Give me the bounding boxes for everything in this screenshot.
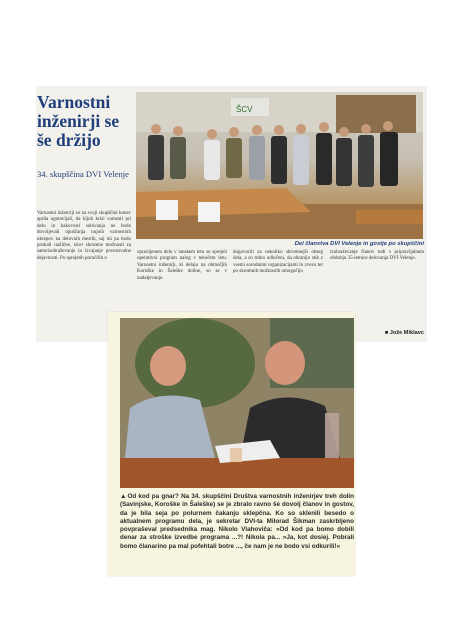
group-photo bbox=[136, 92, 423, 239]
article-column-3: dogovorili za nekoliko skromnejši obseg dela, a so trdno odločeni, da ohranijo stik z vsemi sorodnimi organizacijami in zvezo ter po skromnih možnostih omogočijo bbox=[233, 250, 323, 275]
svg-text:ŠCV: ŠCV bbox=[236, 105, 253, 114]
meeting-photo bbox=[120, 318, 354, 488]
caption-lead: Od kod pa gnar? bbox=[127, 493, 179, 500]
caption-body: Na 34. skupščini Društva varnostnih inženirjev treh dolin (Savinjske, Koroške in Šaleške) se je zbralo ravno še dovolj članov in gostov, da je bila seja po polurnem čakanju sklepčna. Ko so sklenili besedo o aktualnem programu dela, je sekretar DVI-ta Milorad Šikman zaskrbljeno povpraševal predsednika mag. Nikolo Vlahoviča: »Od kod pa bomo dobili denar za stroške izvedbe programa ...?! Nikola pa... »Ja, kot dosiej. Pobrali bomo članarino pa mal pofehtali botre ..., če nam je ne bodo vsi odkurili!« bbox=[120, 493, 355, 550]
triangle-bullet-icon: ▲ bbox=[120, 493, 127, 500]
article-column-4: izobraževanje članov tudi v pripravljalnem obdobju 35-letnice delovanja DVI Velenje. bbox=[330, 250, 424, 262]
article-column-2: opravljenem delu v lanskem letu so sprejeli operativni program nalog v tekočem letu. Varnostni inženirji, ki delajo na območjih Koroške in Šaleške doline, so se v nadaljevanju bbox=[137, 250, 227, 281]
article-column-1: Varnostni inženirji so na svoji skupščini konec aprila ugotavljali, da kljub krizi varnosti pri delu in kakovosti sobivanja ne bodo dovoljevali opuščanja nujnih varnostnih ukrepov na delovnih mestih, saj mi pa bodo poskali različne, sicer skromne možnosti za samoizobraževanje in izvajanje povezovalne dejavnosti. Po sprejetih poročilih o bbox=[37, 211, 131, 261]
author-name: Jože Miklavc bbox=[389, 330, 424, 336]
newspaper-clipping-photo bbox=[108, 312, 355, 576]
photo-caption: Del članstva DVI Velenje in gostje po skupščini bbox=[294, 241, 424, 247]
newspaper-clipping-article bbox=[37, 87, 426, 341]
article-headline: Varnostni inženirji se še držijo bbox=[37, 92, 120, 150]
article-author: ■ Jože Miklavc bbox=[384, 330, 424, 336]
article-subhead: 34. skupščina DVI Velenje bbox=[37, 169, 129, 179]
photo-caption-text bbox=[120, 493, 354, 551]
